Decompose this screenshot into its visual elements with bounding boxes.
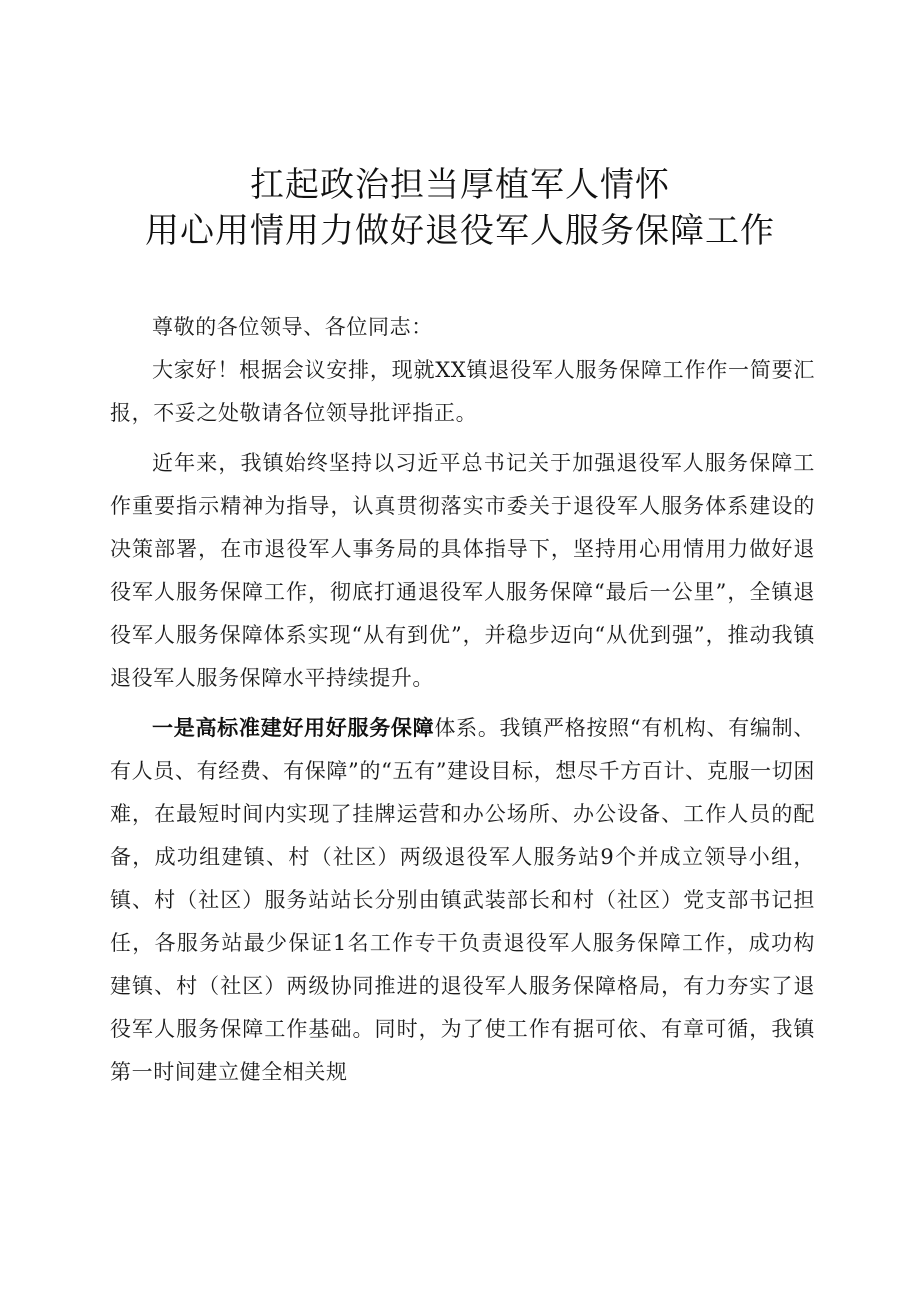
paragraph-greeting: 大家好！根据会议安排，现就XX镇退役军人服务保障工作作一简要汇报，不妥之处敬请各位领导批评指正。 <box>110 358 815 425</box>
paragraph-overview: 近年来，我镇始终坚持以习近平总书记关于加强退役军人服务保障工作重要指示精神为指导，认真贯彻落实市委关于退役军人服务体系建设的决策部署，在市退役军人事务局的具体指导下，坚持用心用情用力做好退役军人服务保障工作，彻底打通退役军人服务保障“最后一公里”，全镇退役军人服务保障体系实现“从有到优”，并稳步迈向“从优到强”，推动我镇退役军人服务保障水平持续提升。 <box>110 451 815 690</box>
salutation: 尊敬的各位领导、各位同志： <box>152 315 433 339</box>
document-title-line2: 用心用情用力做好退役军人服务保障工作 <box>145 211 775 251</box>
paragraph-point-one-heading: 一是高标准建好用好服务保障 <box>152 716 435 740</box>
document-title-line1: 扛起政治担当厚植军人情怀 <box>250 165 670 205</box>
paragraph-point-one-text: 体系。我镇严格按照“有机构、有编制、有人员、有经费、有保障”的“五有”建设目标，想尽千方百计、克服一切困难，在最短时间内实现了挂牌运营和办公场所、办公设备、工作人员的配备，成功组建镇、村（社区）两级退役军人服务站9个并成立领导小组，镇、村（社区）服务站站长分别由镇武装部长和村（社区）党支部书记担任，各服务站最少保证1名工作专干负责退役军人服务保障工作，成功构建镇、村（社区）两级协同推进的退役军人服务保障格局，有力夯实了退役军人服务保障工作基础。同时，为了使工作有据可依、有章可循，我镇第一时间建立健全相关规 <box>110 716 815 1084</box>
paragraph-point-one <box>110 707 815 1094</box>
document-body <box>110 306 815 1101</box>
